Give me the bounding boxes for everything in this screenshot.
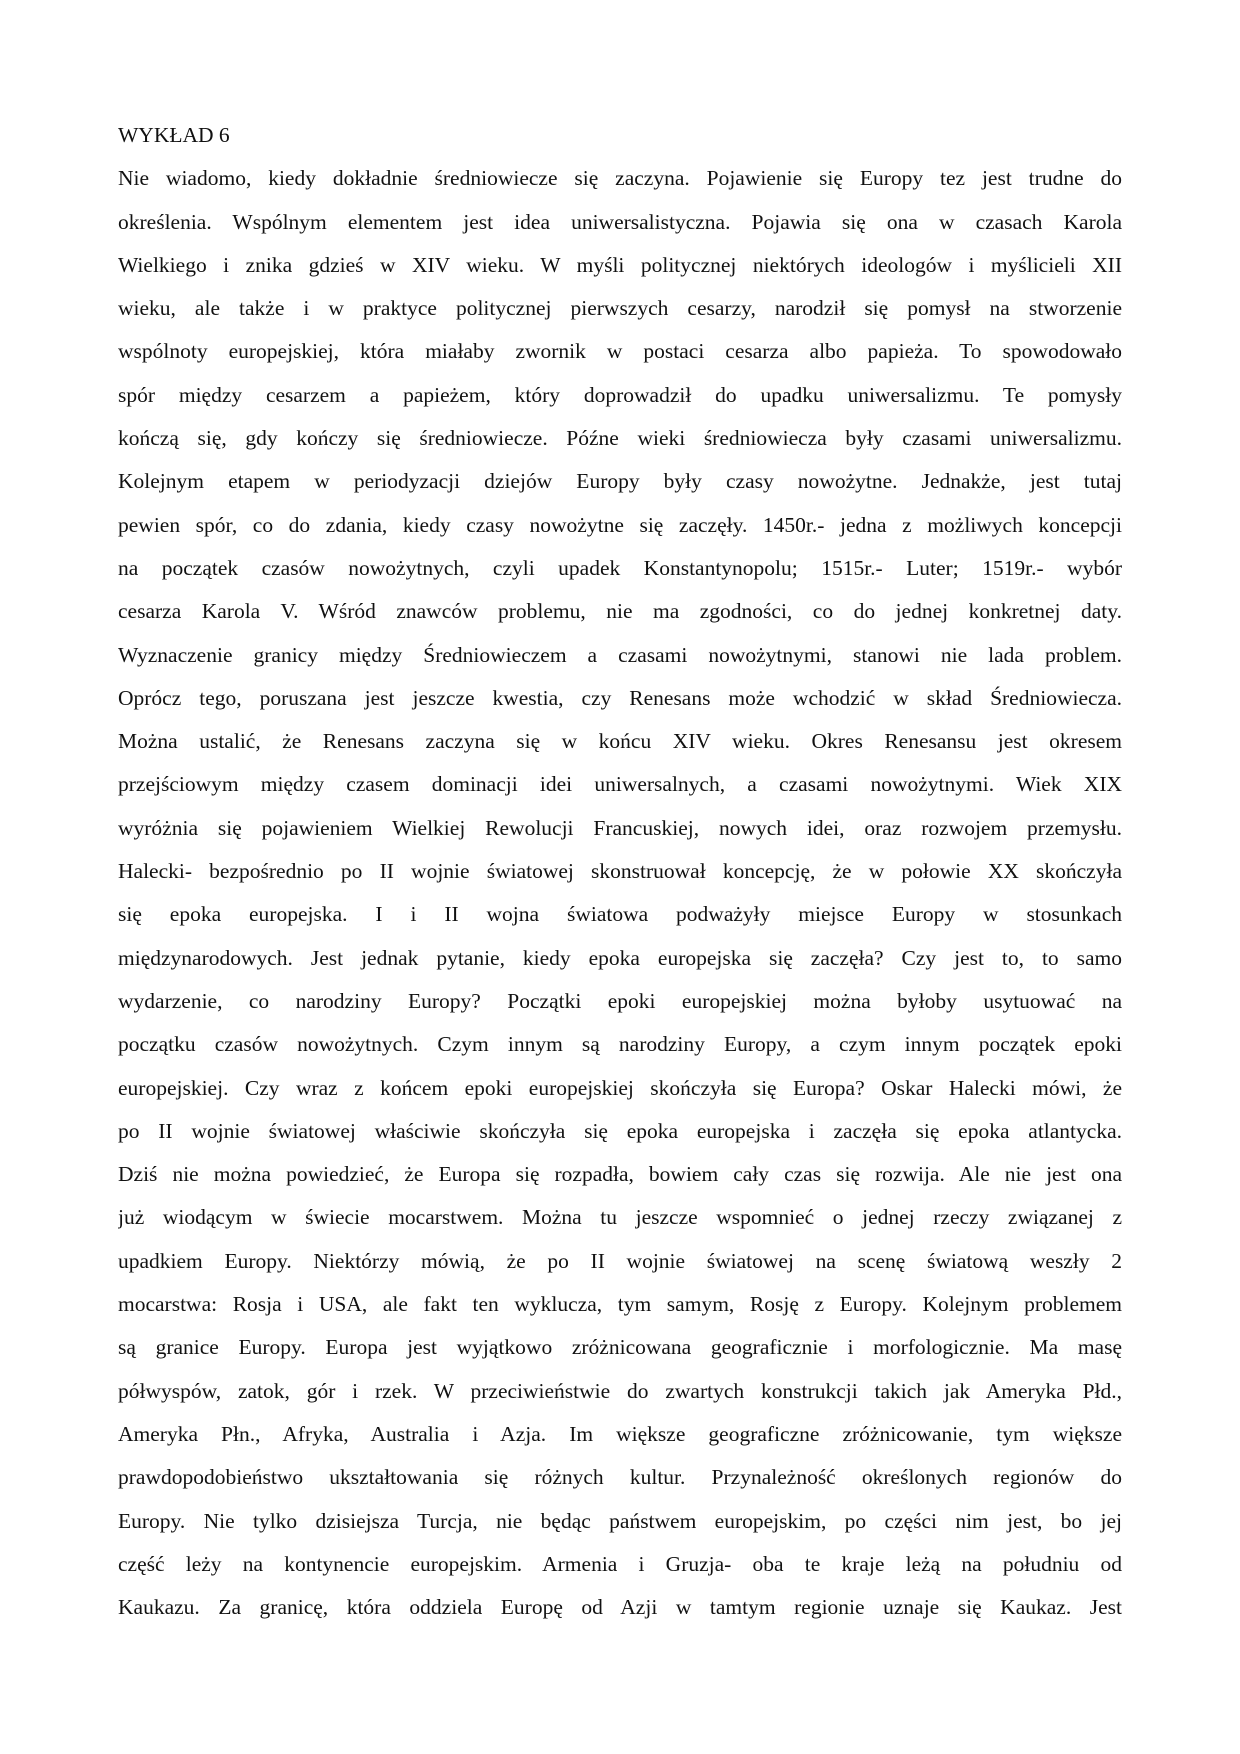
- text-line: określenia. Wspólnym elementem jest idea uniwersalistyczna. Pojawia się ona w czasach Karola: [118, 209, 1122, 234]
- text-line: Dziś nie można powiedzieć, że Europa się rozpadła, bowiem cały czas się rozwija. Ale nie jest ona: [118, 1162, 1122, 1187]
- document-body: [118, 114, 1122, 1629]
- text-line: półwyspów, zatok, gór i rzek. W przeciwieństwie do zwartych konstrukcji takich jak Ameryka Płd.,: [118, 1378, 1122, 1403]
- text-line: Oprócz tego, poruszana jest jeszcze kwestia, czy Renesans może wchodzić w skład Średniowiecza.: [118, 685, 1122, 710]
- lecture-heading: WYKŁAD 6: [118, 123, 230, 147]
- text-line: wydarzenie, co narodziny Europy? Początki epoki europejskiej można byłoby usytuować na: [118, 988, 1122, 1013]
- text-line: cesarza Karola V. Wśród znawców problemu, nie ma zgodności, co do jednej konkretnej daty.: [118, 599, 1122, 624]
- text-line: już wiodącym w świecie mocarstwem. Można tu jeszcze wspomnieć o jednej rzeczy związanej z: [118, 1205, 1122, 1230]
- text-line: część leży na kontynencie europejskim. Armenia i Gruzja- oba te kraje leżą na południu od: [118, 1551, 1122, 1576]
- text-line: europejskiej. Czy wraz z końcem epoki europejskiej skończyła się Europa? Oskar Halecki mówi, że: [118, 1075, 1122, 1100]
- text-line: pewien spór, co do zdania, kiedy czasy nowożytne się zaczęły. 1450r.- jedna z możliwych koncepcji: [118, 512, 1122, 537]
- text-line: po II wojnie światowej właściwie skończyła się epoka europejska i zaczęła się epoka atlantycka.: [118, 1118, 1122, 1143]
- text-line: są granice Europy. Europa jest wyjątkowo zróżnicowana geograficznie i morfologicznie. Ma masę: [118, 1335, 1122, 1360]
- text-line: na początek czasów nowożytnych, czyli upadek Konstantynopolu; 1515r.- Luter; 1519r.- wybór: [118, 555, 1122, 580]
- text-line: kończą się, gdy kończy się średniowiecze. Późne wieki średniowiecza były czasami uniwersalizmu.: [118, 426, 1122, 451]
- text-line: przejściowym między czasem dominacji idei uniwersalnych, a czasami nowożytnymi. Wiek XIX: [118, 772, 1122, 797]
- text-line: Nie wiadomo, kiedy dokładnie średniowiecze się zaczyna. Pojawienie się Europy tez jest trudne do: [118, 166, 1122, 191]
- text-line: spór między cesarzem a papieżem, który doprowadził do upadku uniwersalizmu. Te pomysły: [118, 382, 1122, 407]
- text-line: się epoka europejska. I i II wojna światowa podważyły miejsce Europy w stosunkach: [118, 902, 1122, 927]
- text-line: Wielkiego i znika gdzieś w XIV wieku. W myśli politycznej niektórych ideologów i myślicieli XII: [118, 252, 1122, 277]
- text-line: międzynarodowych. Jest jednak pytanie, kiedy epoka europejska się zaczęła? Czy jest to, to samo: [118, 945, 1122, 970]
- text-line: Europy. Nie tylko dzisiejsza Turcja, nie będąc państwem europejskim, po części nim jest, bo jej: [118, 1508, 1122, 1533]
- text-line: Ameryka Płn., Afryka, Australia i Azja. Im większe geograficzne zróżnicowanie, tym większe: [118, 1421, 1122, 1446]
- text-line: Kaukazu. Za granicę, która oddziela Europę od Azji w tamtym regionie uznaje się Kaukaz. Jest: [118, 1595, 1122, 1620]
- text-line: Kolejnym etapem w periodyzacji dziejów Europy były czasy nowożytne. Jednakże, jest tutaj: [118, 469, 1122, 494]
- text-line: prawdopodobieństwo ukształtowania się różnych kultur. Przynależność określonych regionów do: [118, 1465, 1122, 1490]
- text-line: Można ustalić, że Renesans zaczyna się w końcu XIV wieku. Okres Renesansu jest okresem: [118, 729, 1122, 754]
- text-line: wspólnoty europejskiej, która miałaby zwornik w postaci cesarza albo papieża. To spowodowało: [118, 339, 1122, 364]
- text-line: Halecki- bezpośrednio po II wojnie światowej skonstruował koncepcję, że w połowie XX skończyła: [118, 859, 1122, 884]
- lecture-text: [118, 157, 1122, 1629]
- text-line: Wyznaczenie granicy między Średniowieczem a czasami nowożytnymi, stanowi nie lada problem.: [118, 642, 1122, 667]
- text-line: wieku, ale także i w praktyce politycznej pierwszych cesarzy, narodził się pomysł na stworzenie: [118, 296, 1122, 321]
- text-line: początku czasów nowożytnych. Czym innym są narodziny Europy, a czym innym początek epoki: [118, 1032, 1122, 1057]
- text-line: upadkiem Europy. Niektórzy mówią, że po II wojnie światowej na scenę światową weszły 2: [118, 1248, 1122, 1273]
- text-line: wyróżnia się pojawieniem Wielkiej Rewolucji Francuskiej, nowych idei, oraz rozwojem przemysłu.: [118, 815, 1122, 840]
- text-line: mocarstwa: Rosja i USA, ale fakt ten wyklucza, tym samym, Rosję z Europy. Kolejnym problemem: [118, 1292, 1122, 1317]
